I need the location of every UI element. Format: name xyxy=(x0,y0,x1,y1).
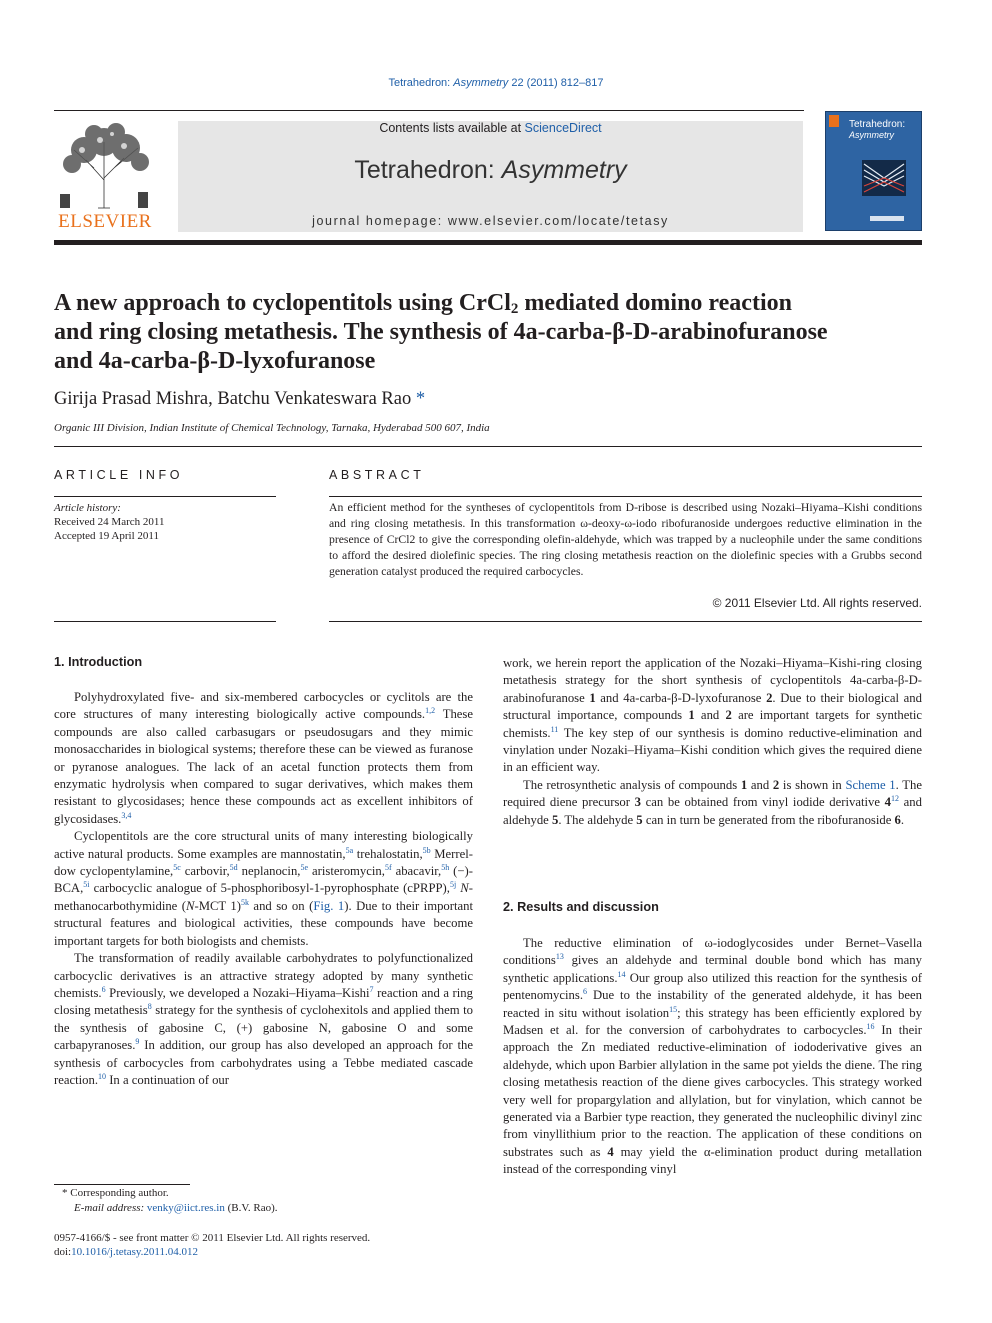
abstract-text: An efficient method for the syntheses of cyclopentitols from D-ribose is described using Nozaki–Hiyama–Kishi conditions and ring closing metathesis. In this transformation ω-deoxy-ω-iodo ribofuranoside undergoes reductive elimination in the presence of CrCl2 to give the corresponding olefin-aldehyde, which was trapped by a nucleophile under the same conditions to afford the desired diolefinic species. The ring closing metathesis reaction on the diolefinic species with a Grubbs second generation catalyst produced the required carbocycles. xyxy=(329,501,922,578)
article-info-rule-bottom xyxy=(54,621,276,622)
article-info-rule xyxy=(54,496,276,497)
journal-homepage[interactable]: journal homepage: www.elsevier.com/locate/tetasy xyxy=(312,214,669,228)
paragraph: The transformation of readily available carbohydrates to polyfunctionalized carbocyclic derivatives is an attractive strategy adopted by many synthetic chemists.$^6$ Previously, we developed a Nozaki–Hiyama–Kishi$^7$ reaction and a ring closing metathesis$^8$ strategy for the synthesis of cyclohexitols and applied them to the synthesis of gabosine C, (+) gabosine N, gabosine O and some carbapyranoses.$^9$ In addition, our group has also developed an approach for the synthesis of carbocycles from carbohydrates using a Tebbe mediated cascade reaction.$^{10}$ In a continuation of our xyxy=(54,951,473,1087)
header-rule xyxy=(54,110,804,111)
footnote-rule xyxy=(54,1184,190,1185)
article-title: A new approach to cyclopentitols using CrCl$_2$ mediated domino reaction and ring closing metathesis. The synthesis of 4a-carba-β-D-arabinofuranose and 4a-carba-β-D-lyxofuranose xyxy=(54,290,828,374)
contents-line: Contents lists available at ScienceDirect xyxy=(379,121,602,135)
cover-publisher-mark xyxy=(829,115,839,127)
article-info-heading: ARTICLE INFO xyxy=(54,468,184,482)
paragraph: Polyhydroxylated five- and six-membered carbocycles or cyclitols are the core structures of many interesting biologically active compounds.$^{1,2}$ These compounds are also called carbasugars or pseudosugars and they mimic monosaccharides in biological systems; therefore these can be viewed as furanose or pyranose analogues. The lack of an acetal function protects them from enzymatic hydrolysis when compared to sugar derivatives, which makes them resistant to glycosidases; hence these compounds act as excellent inhibitors of glycosidases.$^{3,4}$ xyxy=(54,690,473,826)
doi-link[interactable]: 10.1016/j.tetasy.2011.04.012 xyxy=(71,1246,199,1258)
affiliation-rule xyxy=(54,446,922,447)
section-heading-results: 2. Results and discussion xyxy=(503,900,659,914)
footnote: * Corresponding author. E-mail address: venky@iict.res.in (B.V. Rao). xyxy=(62,1187,278,1214)
author-list: Girija Prasad Mishra, Batchu Venkateswara Rao * xyxy=(54,389,426,409)
header-thick-rule xyxy=(54,240,922,245)
journal-title: Tetrahedron: Asymmetry xyxy=(354,156,627,184)
corresponding-author-link[interactable]: * xyxy=(415,389,426,409)
elsevier-wordmark: ELSEVIER xyxy=(58,211,152,232)
author-email-link[interactable]: venky@iict.res.in xyxy=(146,1202,225,1214)
paragraph: The reductive elimination of ω-iodoglycosides under Bernet–Vasella conditions$^{13}$ gives an aldehyde and terminal double bond which has many synthetic applications.$^{14}$ Our group also utilized this reaction for the synthesis of pentenomycins.$^6$ Due to the instability of the generated aldehyde, it has been reacted in situ without isolation$^{15}$; this strategy has been efficiently explored by Madsen et al. for the conversion of carbohydrates to carbocycles.$^{16}$ In their approach the Zn mediated reductive-elimination of iododerivative gives an aldehyde, which upon Barbier allylation in the same pot yields the diene. The ring closing metathesis reaction of the diene gives carbocycles. This strategy worked very well for propargylation and allylation, but for vinylation, which cannot be generated via a Barbier type reaction, they generated the nucleophilic divinyl zinc from vinyllithium prior to the reaction. The application of these conditions on substrates such as 4 may yield the α-elimination product during metallation instead of the corresponding vinyl xyxy=(503,936,922,1177)
publication-info: 0957-4166/$ - see front matter © 2011 Elsevier Ltd. All rights reserved. doi:10.1016/j.tetasy.2011.04.012 xyxy=(54,1232,371,1258)
paragraph: Cyclopentitols are the core structural units of many interesting biologically active natural products. Some examples are mannostatin,$^{5a}$ trehalostatin,$^{5b}$ Merrel-dow cyclopentylamine,$^{5c}$ carbovir,$^{5d}$ neplanocin,$^{5e}$ aristeromycin,$^{5f}$ abacavir,$^{5h}$ (−)-BCA,$^{5i}$ carbocyclic analogue of 5-phosphoribosyl-1-pyrophosphate (cPRPP),$^{5j}$ N-methanocarbothymidine (N-MCT 1)$^{5k}$ and so on (Fig. 1). Due to their important structural features and biological activities, these compounds have become important targets for both biologists and chemists. xyxy=(54,829,474,948)
body-column-right-bottom xyxy=(503,935,922,1179)
paragraph: The retrosynthetic analysis of compounds 1 and 2 is shown in Scheme 1. The required diene precursor 3 can be obtained from vinyl iodide derivative $4^{12}$ and aldehyde 5. The aldehyde 5 can in turn be generated from the ribofuranoside 6. xyxy=(503,777,922,827)
abstract-rule-bottom xyxy=(329,621,922,622)
body-column-left xyxy=(54,689,473,1089)
copyright-notice: © 2011 Elsevier Ltd. All rights reserved. xyxy=(712,596,922,610)
sciencedirect-link[interactable]: ScienceDirect xyxy=(524,121,602,135)
abstract-heading: ABSTRACT xyxy=(329,468,425,482)
abstract-rule xyxy=(329,496,922,497)
body-column-right-top xyxy=(503,655,922,829)
cover-title: Tetrahedron: Asymmetry xyxy=(849,119,906,140)
article-history: Article history: Received 24 March 2011 Accepted 19 April 2011 xyxy=(54,502,165,542)
journal-citation[interactable]: Tetrahedron: Asymmetry 22 (2011) 812–817 xyxy=(388,77,604,89)
section-heading-introduction: 1. Introduction xyxy=(54,655,143,669)
affiliation: Organic III Division, Indian Institute of Chemical Technology, Tarnaka, Hyderabad 500 607, India xyxy=(54,422,490,434)
paragraph: work, we herein report the application of the Nozaki–Hiyama–Kishi-ring closing metathesis strategy for the short synthesis of cyclopentitols 4a-carba-β-D-arabinofuranose 1 and 4a-carba-β-D-lyxofuranose 2. Due to their biological and structural importance, compounds 1 and 2 are important targets for synthetic chemists.$^{11}$ The key step of our synthesis is domino reductive-elimination and vinylation under Nozaki–Hiyama–Kishi condition which gives the required diene in an efficient way. xyxy=(503,656,923,775)
